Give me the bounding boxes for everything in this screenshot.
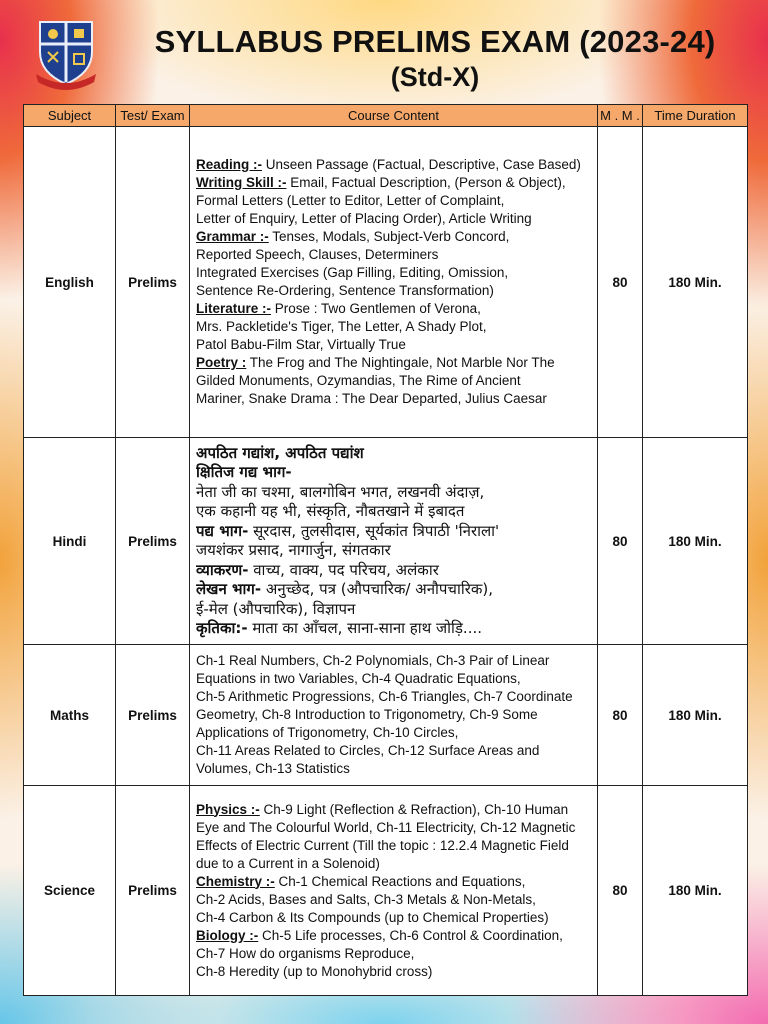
content-text: Formal Letters (Letter to Editor, Letter of Complaint, (196, 193, 505, 208)
content-text: Mrs. Packletide's Tiger, The Letter, A Shady Plot, (196, 319, 487, 334)
table-row-hindi (24, 438, 748, 645)
time-duration-cell: 180 Min. (643, 786, 748, 996)
content-text: Ch-8 Heredity (up to Monohybrid cross) (196, 963, 433, 979)
content-line (196, 819, 593, 837)
content-text: Volumes, Ch-13 Statistics (196, 761, 350, 776)
table-row-science (24, 786, 748, 996)
content-line (196, 837, 593, 855)
content-label: अपठित गद्यांश, अपठित पद्यांश (196, 443, 364, 462)
column-header-mm: M . M . (598, 105, 643, 127)
content-line (196, 483, 593, 503)
content-line (196, 228, 593, 246)
content-line (196, 580, 593, 600)
content-line (196, 873, 593, 891)
content-line (196, 264, 593, 282)
column-header-course-content: Course Content (190, 105, 598, 127)
content-label: पद्य भाग- (196, 521, 249, 540)
content-label: लेखन भाग- (196, 580, 262, 598)
content-text: Ch-1 Real Numbers, Ch-2 Polynomials, Ch-3 Pair of Linear (196, 653, 550, 668)
max-marks-cell: 80 (598, 438, 643, 645)
content-text: Ch-2 Acids, Bases and Salts, Ch-3 Metals & Non-Metals, (196, 891, 536, 907)
content-text: Sentence Re-Ordering, Sentence Transformation) (196, 283, 494, 298)
content-text: Unseen Passage (Factual, Descriptive, Case Based) (262, 157, 581, 172)
content-text: Letter of Enquiry, Letter of Placing Order), Article Writing (196, 211, 532, 226)
content-line (196, 909, 593, 927)
column-header-time-duration: Time Duration (643, 105, 748, 127)
content-line (196, 801, 593, 819)
content-text: Ch-11 Areas Related to Circles, Ch-12 Surface Areas and (196, 743, 540, 758)
content-line (196, 354, 593, 372)
max-marks-cell: 80 (598, 786, 643, 996)
course-content-cell (190, 645, 598, 786)
content-line (196, 724, 593, 742)
content-line (196, 855, 593, 873)
content-label: Biology :- (196, 927, 259, 943)
content-text: The Frog and The Nightingale, Not Marble Nor The (246, 355, 555, 370)
content-line (196, 963, 593, 981)
content-line (196, 561, 593, 581)
course-content-cell (190, 786, 598, 996)
content-text: एक कहानी यह भी, संस्कृति, नौबतखाने में इबादत (196, 502, 465, 520)
content-text: Ch-7 How do organisms Reproduce, (196, 945, 415, 961)
content-text: Prose : Two Gentlemen of Verona, (271, 301, 481, 316)
content-label: कृतिका:- (196, 619, 248, 637)
content-line (196, 522, 593, 542)
content-label: Grammar :- (196, 229, 269, 244)
subject-cell: Science (24, 786, 116, 996)
exam-cell: Prelims (116, 438, 190, 645)
content-text: Ch-5 Arithmetic Progressions, Ch-6 Triangles, Ch-7 Coordinate (196, 689, 573, 704)
content-line (196, 541, 593, 561)
time-duration-cell: 180 Min. (643, 127, 748, 438)
max-marks-cell: 80 (598, 127, 643, 438)
content-label: Chemistry :- (196, 873, 275, 889)
content-line (196, 318, 593, 336)
content-line (196, 210, 593, 228)
content-text: जयशंकर प्रसाद, नागार्जुन, संगतकार (196, 541, 391, 559)
content-text: सूरदास, तुलसीदास, सूर्यकांत त्रिपाठी 'निराला' (248, 521, 500, 540)
content-line (196, 300, 593, 318)
exam-cell: Prelims (116, 645, 190, 786)
exam-cell: Prelims (116, 127, 190, 438)
content-text: Mariner, Snake Drama : The Dear Departed, Julius Caesar (196, 391, 547, 406)
content-line (196, 502, 593, 522)
content-line (196, 760, 593, 778)
content-line (196, 156, 593, 174)
course-content-cell (190, 438, 598, 645)
content-line (196, 372, 593, 390)
max-marks-cell: 80 (598, 645, 643, 786)
page-title: SYLLABUS PRELIMS EXAM (2023-24) (154, 24, 716, 59)
content-text: माता का आँचल, साना-साना हाथ जोड़ि.... (247, 619, 483, 637)
table-header-row (24, 105, 748, 127)
content-line (196, 282, 593, 300)
content-line (196, 192, 593, 210)
syllabus-table (23, 104, 748, 996)
content-line (196, 945, 593, 963)
exam-cell: Prelims (116, 786, 190, 996)
content-text: Gilded Monuments, Ozymandias, The Rime of Ancient (196, 373, 521, 388)
content-label: Writing Skill :- (196, 175, 287, 190)
content-line (196, 706, 593, 724)
content-line (196, 463, 593, 483)
content-text: Effects of Electric Current (Till the topic : 12.2.4 Magnetic Field (196, 837, 569, 853)
content-text: Geometry, Ch-8 Introduction to Trigonometry, Ch-9 Some (196, 707, 538, 722)
content-text: Email, Factual Description, (Person & Object), (286, 175, 566, 190)
content-text: Ch-4 Carbon & Its Compounds (up to Chemical Properties) (196, 909, 549, 925)
content-label: Poetry : (196, 355, 247, 370)
content-text: वाच्य, वाक्य, पद परिचय, अलंकार (248, 560, 439, 579)
content-text: अनुच्छेद, पत्र (औपचारिक/ अनौपचारिक), (261, 580, 494, 598)
content-text: Eye and The Colourful World, Ch-11 Electricity, Ch-12 Magnetic (196, 819, 576, 835)
subject-cell: Maths (24, 645, 116, 786)
table-row-maths (24, 645, 748, 786)
content-text: Equations in two Variables, Ch-4 Quadratic Equations, (196, 671, 521, 686)
content-line (196, 742, 593, 760)
content-line (196, 891, 593, 909)
content-line (196, 444, 593, 464)
content-text: Tenses, Modals, Subject-Verb Concord, (268, 229, 510, 244)
content-text: Ch-5 Life processes, Ch-6 Control & Coordination, (258, 927, 563, 943)
time-duration-cell: 180 Min. (643, 438, 748, 645)
content-text: Ch-1 Chemical Reactions and Equations, (274, 873, 526, 889)
content-line (196, 390, 593, 408)
time-duration-cell: 180 Min. (643, 645, 748, 786)
content-line (196, 174, 593, 192)
school-crest-logo (34, 18, 98, 90)
content-label: Reading :- (196, 157, 262, 172)
content-label: Literature :- (196, 301, 272, 316)
column-header-subject: Subject (24, 105, 116, 127)
content-line (196, 652, 593, 670)
content-line (196, 927, 593, 945)
column-header-test-exam: Test/ Exam (116, 105, 190, 127)
content-text: Ch-9 Light (Reflection & Refraction), Ch-10 Human (259, 801, 569, 817)
content-text: Integrated Exercises (Gap Filling, Editing, Omission, (196, 265, 509, 280)
content-text: due to a Current in a Solenoid) (196, 855, 380, 871)
content-label: क्षितिज गद्य भाग- (196, 463, 292, 481)
content-text: नेता जी का चश्मा, बालगोबिन भगत, लखनवी अंदाज़, (196, 482, 485, 501)
content-text: ई-मेल (औपचारिक), विज्ञापन (196, 599, 356, 618)
content-label: व्याकरण- (196, 560, 249, 579)
content-line (196, 246, 593, 264)
content-text: Applications of Trigonometry, Ch-10 Circles, (196, 725, 459, 740)
content-line (196, 336, 593, 354)
content-line (196, 619, 593, 639)
content-line (196, 670, 593, 688)
subject-cell: English (24, 127, 116, 438)
table-row-english (24, 127, 748, 438)
subject-cell: Hindi (24, 438, 116, 645)
content-text: Reported Speech, Clauses, Determiners (196, 247, 439, 262)
content-line (196, 600, 593, 620)
page-subtitle: (Std-X) (390, 62, 480, 92)
content-line (196, 688, 593, 706)
content-label: Physics :- (196, 801, 260, 817)
course-content-cell (190, 127, 598, 438)
content-text: Patol Babu-Film Star, Virtually True (196, 337, 406, 352)
